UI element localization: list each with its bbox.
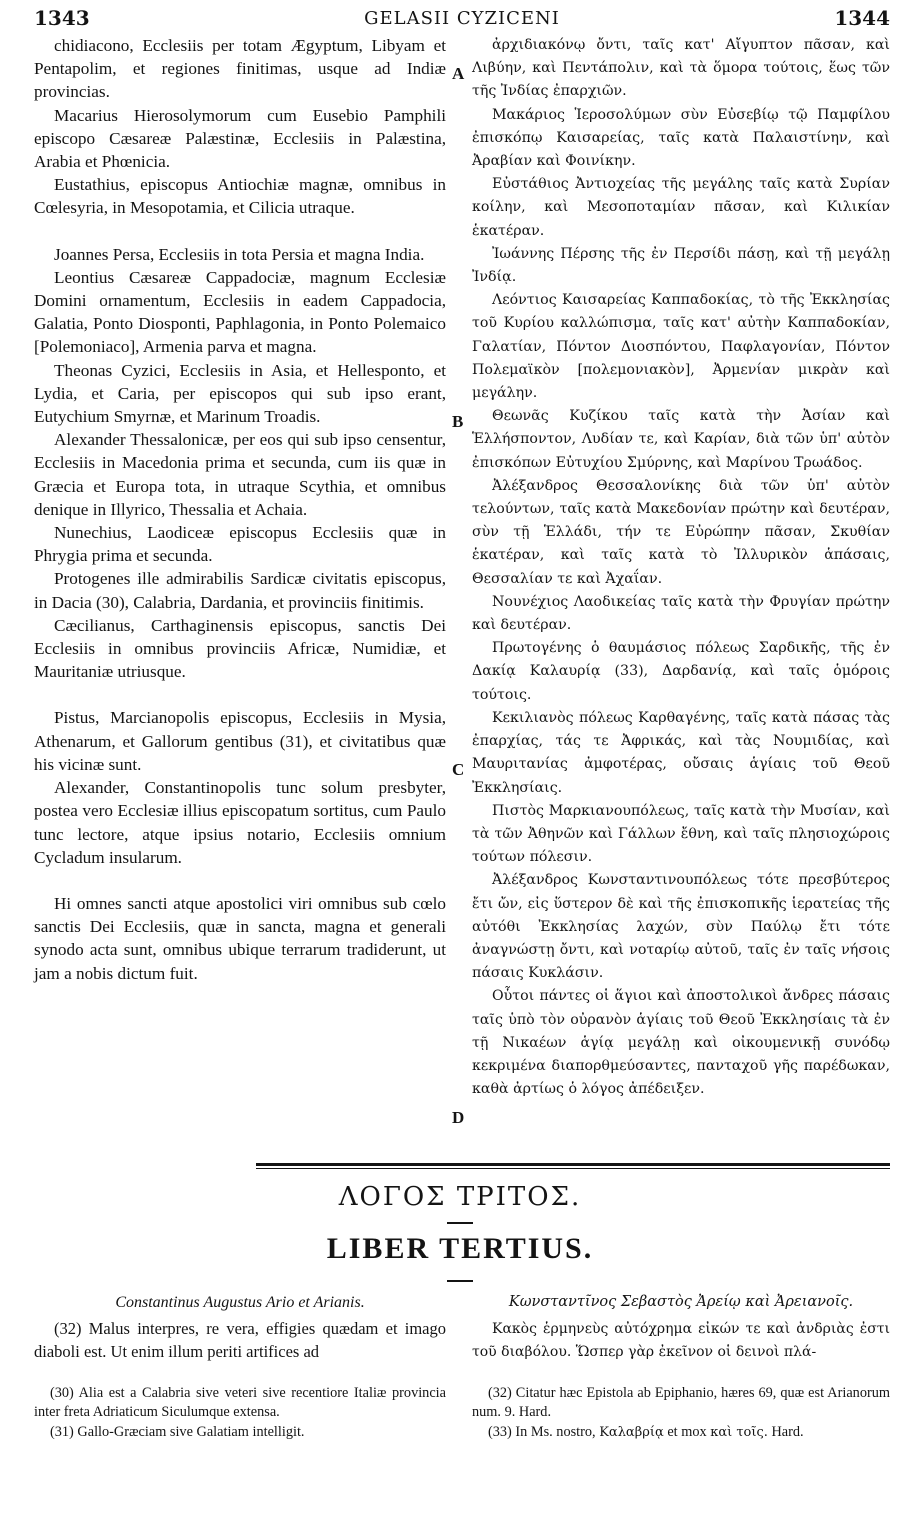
- greek-paragraph: Εὐστάθιος Ἀντιοχείας τῆς μεγάλης ταῖς κατὰ Συρίαν κοίλην, καὶ Μεσοποταμίαν πᾶσαν, καὶ Κιλικίαν ἑκατέραν.: [472, 176, 890, 239]
- latin-paragraph: Alexander Thessalonicæ, per eos qui sub ipso censentur, Ecclesiis in Macedonia prima et secunda, cum iis quæ in Græcia et Europa tota, in utraque Scythia, et omnibus denique in Illyrico, Thessalia et Achaia.: [34, 430, 446, 519]
- latin-paragraph: chidiacono, Ecclesiis per totam Ægyptum, Libyam et Pentapolim, et regiones finitimas, usque ad Indiæ provincias.: [34, 36, 446, 102]
- greek-paragraph: Κεκιλιανὸς πόλεως Καρθαγένης, ταῖς κατὰ πάσας τὰς ἐπαρχίας, τάς τε Ἀφρικάς, καὶ τὰς Νουμιδίας, καὶ Μαυριτανίας ἀμφοτέρας, οὔσαις ἁγίαις τοῦ Θεοῦ Ἐκκλησίαις.: [472, 709, 890, 796]
- greek-column: [472, 34, 890, 1101]
- greek-paragraph: Ἀλέξανδρος Κωνσταντινουπόλεως τότε πρεσβύτερος ἔτι ὤν, εἰς ὕστερον δὲ καὶ τῆς ἐπισκοπικῆς ἱερατείας τῆς αὐτόθι Ἐκκλησίας λαχών, σὺν Παύλῳ ἔτι τότε ἀναγνώστῃ ὄντι, καὶ νοταρίῳ αὐτοῦ, ταῖς ἐν ταῖς νήσοις πάσαις Κυκλάσιν.: [472, 872, 890, 982]
- greek-paragraph: ἀρχιδιακόνῳ ὄντι, ταῖς κατ' Αἴγυπτον πᾶσαν, καὶ Λιβύην, καὶ Πεντάπολιν, καὶ τὰ ὅμορα τούτοις, ἕως τῶν τῆς Ἰνδίας ἐπαρχιῶν.: [472, 37, 890, 100]
- title-ornament-rule-2: [447, 1280, 473, 1282]
- footnote-32-text: (32) Citatur hæc Epistola ab Epiphanio, hæres 69, quæ est Arianorum num. 9. Hard.: [472, 1385, 890, 1420]
- margin-letter-d: D: [452, 1108, 465, 1127]
- page-number-right: 1344: [834, 6, 890, 30]
- section-heading-greek: Κωνσταντῖνος Σεβαστὸς Ἀρείῳ καὶ Ἀρειανοῖς.: [508, 1294, 854, 1310]
- greek-paragraph: Λεόντιος Καισαρείας Καππαδοκίας, τὸ τῆς Ἐκκλησίας τοῦ Κυρίου καλλώπισμα, ταῖς κατ' αὐτὴν Καππαδοκίαν, Γαλατίαν, Πόντον Διοσπόντου, Παφλαγονίαν, Πόντον Πολεμαϊκὸν [πολεμονιακὸν], Ἀρμενίαν μικρὰν καὶ μεγάλην.: [472, 292, 890, 402]
- footnote-30: (30) Alia est a Calabria sive veteri sive recentiore Italiæ provincia inter freta Adriaticum Siculumque extensa.: [34, 1385, 446, 1420]
- greek-paragraph: Ἰωάννης Πέρσης τῆς ἐν Περσίδι πάσῃ, καὶ τῇ μεγάλῃ Ἰνδίᾳ.: [472, 245, 890, 286]
- greek-paragraph: Οὗτοι πάντες οἱ ἅγιοι καὶ ἀποστολικοὶ ἄνδρες πάσαις ταῖς ὑπὸ τὸν οὐρανὸν ἁγίαις τοῦ Θεοῦ Ἐκκλησίαις τὰ ἐν τῇ Νικαέων ἁγίᾳ μεγάλῃ καὶ οἰκουμενικῇ συνόδῳ κεκριμένα διαπορθμεύσαντες, πανταχοῦ γῆς παρέδωκαν, καθὰ ἀρτίως ὁ λόγος ἀπέδειξεν.: [472, 988, 890, 1098]
- latin-column: [34, 34, 446, 985]
- greek-paragraph: Πρωτογένης ὁ θαυμάσιος πόλεως Σαρδικῆς, τῆς ἐν Δακίᾳ Καλαυρίᾳ (33), Δαρδανίᾳ, καὶ ταῖς ὁμόροις τούτοις.: [472, 640, 890, 703]
- latin-paragraph: Macarius Hierosolymorum cum Eusebio Pamphili episcopo Cæsareæ Palæstinæ, Ecclesiis in Palæstina, Arabia et Phœnicia.: [34, 105, 446, 172]
- greek-paragraph: Μακάριος Ἱεροσολύμων σὺν Εὐσεβίῳ τῷ Παμφίλου ἐπισκόπῳ Καισαρείας, ταῖς κατὰ Παλαιστίνην, καὶ Ἀραβίαν καὶ Φοινίκην.: [472, 106, 890, 170]
- running-title: GELASII CYZICENI: [364, 8, 560, 29]
- footnote-33-text: (33) In Ms. nostro,: [488, 1424, 596, 1440]
- greek-paragraph: Νουνέχιος Λαοδικείας ταῖς κατὰ τὴν Φρυγίαν πρώτην καὶ δευτέραν.: [472, 593, 890, 634]
- footnote-33-tail: et mox: [667, 1424, 707, 1440]
- footnote-32: [472, 1384, 890, 1422]
- latin-paragraph: Pistus, Marcianopolis episcopus, Ecclesiis in Mysia, Athenarum, et Gallorum gentibus (31), et civitatibus quæ his vicinæ sunt.: [34, 708, 446, 774]
- latin-spacer: [34, 869, 446, 892]
- footnotes-left: [34, 1384, 446, 1443]
- latin-paragraph: Alexander, Constantinopolis tunc solum presbyter, postea vero Ecclesiæ illius episcopatum sortitus, cum Paulo tunc lectore, atque ipsius notario, Ecclesiis omnium Cycladum insularum.: [34, 778, 446, 867]
- margin-letter-c: C: [452, 760, 465, 779]
- latin-paragraph: Theonas Cyzici, Ecclesiis in Asia, et Hellesponto, et Lydia, et Caria, per episcopos qui sub ipso erant, Eutychium Smyrnæ, et Marinum Troadis.: [34, 360, 446, 427]
- book-title-greek: ΛΟΓΟΣ ΤΡΙΤΟΣ.: [338, 1182, 582, 1212]
- page-number-left: 1343: [34, 6, 90, 30]
- section-heading-latin: Constantinus Augustus Ario et Arianis.: [115, 1294, 365, 1311]
- footnote-33-greek-2: καὶ τοῖς.: [710, 1425, 768, 1440]
- latin-paragraph: Leontius Cæsareæ Cappadociæ, magnum Ecclesiæ Domini ornamentum, Ecclesiis in eadem Cappadocia, Galatia, Ponto Diosponti, Paphlagonia, in Ponto Polemaico [Polemoniaco], Armenia parva et magna.: [34, 267, 446, 357]
- footnote-33-end: Hard.: [771, 1424, 804, 1440]
- footnote-33-greek: Καλαβρίᾳ: [599, 1425, 664, 1440]
- greek-paragraph: Πιστὸς Μαρκιανουπόλεως, ταῖς κατὰ τὴν Μυσίαν, καὶ τὰ τῶν Ἀθηνῶν καὶ Γάλλων ἔθνη, καὶ ταῖς πλησιοχώροις τούτων πόλεσιν.: [472, 802, 890, 866]
- latin-spacer: [34, 683, 446, 706]
- latin-paragraph: Nunechius, Laodiceæ episcopus Ecclesiis quæ in Phrygia prima et secunda.: [34, 523, 446, 566]
- latin-paragraph: Joannes Persa, Ecclesiis in tota Persia et magna India.: [54, 244, 425, 264]
- footnote-31: (31) Gallo-Græciam sive Galatiam intelligit.: [50, 1424, 305, 1440]
- latin-paragraph: Protogenes ille admirabilis Sardicæ civitatis episcopus, in Dacia (30), Calabria, Dardania, et provinciis finitimis.: [34, 569, 446, 612]
- section-text-greek: Κακὸς ἑρμηνεὺς αὐτόχρημα εἰκών τε καὶ ἀνδριὰς ἐστι τοῦ διαβόλου. Ὥσπερ γὰρ ἐκεῖνον οἱ δεινοὶ πλά-: [472, 1321, 890, 1360]
- greek-paragraph: Ἀλέξανδρος Θεσσαλονίκης διὰ τῶν ὑπ' αὐτὸν τελούντων, ταῖς κατὰ Μακεδονίαν πρώτην καὶ δευτέραν, σὺν τῇ Ἑλλάδι, τήν τε Εὐρώπην πᾶσαν, Σκυθίαν ἑκατέραν, καὶ ταῖς κατὰ τὸ Ἰλλυρικὸν ἁπάσαις, Θεσσαλίαν τε καὶ Ἀχαΐαν.: [472, 477, 890, 587]
- latin-paragraph: Eustathius, episcopus Antiochiæ magnæ, omnibus in Cœlesyria, in Mesopotamia, et Cilicia utraque.: [34, 175, 446, 218]
- footnotes-right: [472, 1384, 890, 1443]
- latin-paragraph: Hi omnes sancti atque apostolici viri omnibus sub cœlo sanctis Dei Ecclesiis, quæ in sancta, magna et generali synodo acta sunt, omnibus ubique terrarum tradiderunt, ut jam a nobis dictum fuit.: [34, 893, 446, 983]
- title-ornament-rule: [447, 1222, 473, 1224]
- page-header: [34, 6, 890, 34]
- footnote-33: [472, 1423, 890, 1442]
- latin-spacer: [34, 220, 446, 243]
- margin-letter-b: B: [452, 412, 464, 431]
- section-text-latin: (32) Malus interpres, re vera, effigies quædam et imago diaboli est. Ut enim illum periti artifices ad: [34, 1319, 446, 1361]
- section-divider-thick: [256, 1163, 890, 1166]
- latin-paragraph: Cæcilianus, Carthaginensis episcopus, sanctis Dei Ecclesiis in omnibus provinciis Africæ, Numidiæ, et Mauritaniæ utriusque.: [34, 615, 446, 682]
- section-divider-thin: [256, 1168, 890, 1169]
- book-title-latin: LIBER TERTIUS.: [326, 1232, 594, 1265]
- greek-paragraph: Θεωνᾶς Κυζίκου ταῖς κατὰ τὴν Ἀσίαν καὶ Ἑλλήσποντον, Λυδίαν τε, καὶ Καρίαν, διὰ τῶν ὑπ' αὐτὸν ἐπισκόπων Εὐτυχίου Σμύρνης, καὶ Μαρίνου Τρωάδος.: [472, 408, 890, 471]
- margin-letter-a: A: [452, 64, 465, 83]
